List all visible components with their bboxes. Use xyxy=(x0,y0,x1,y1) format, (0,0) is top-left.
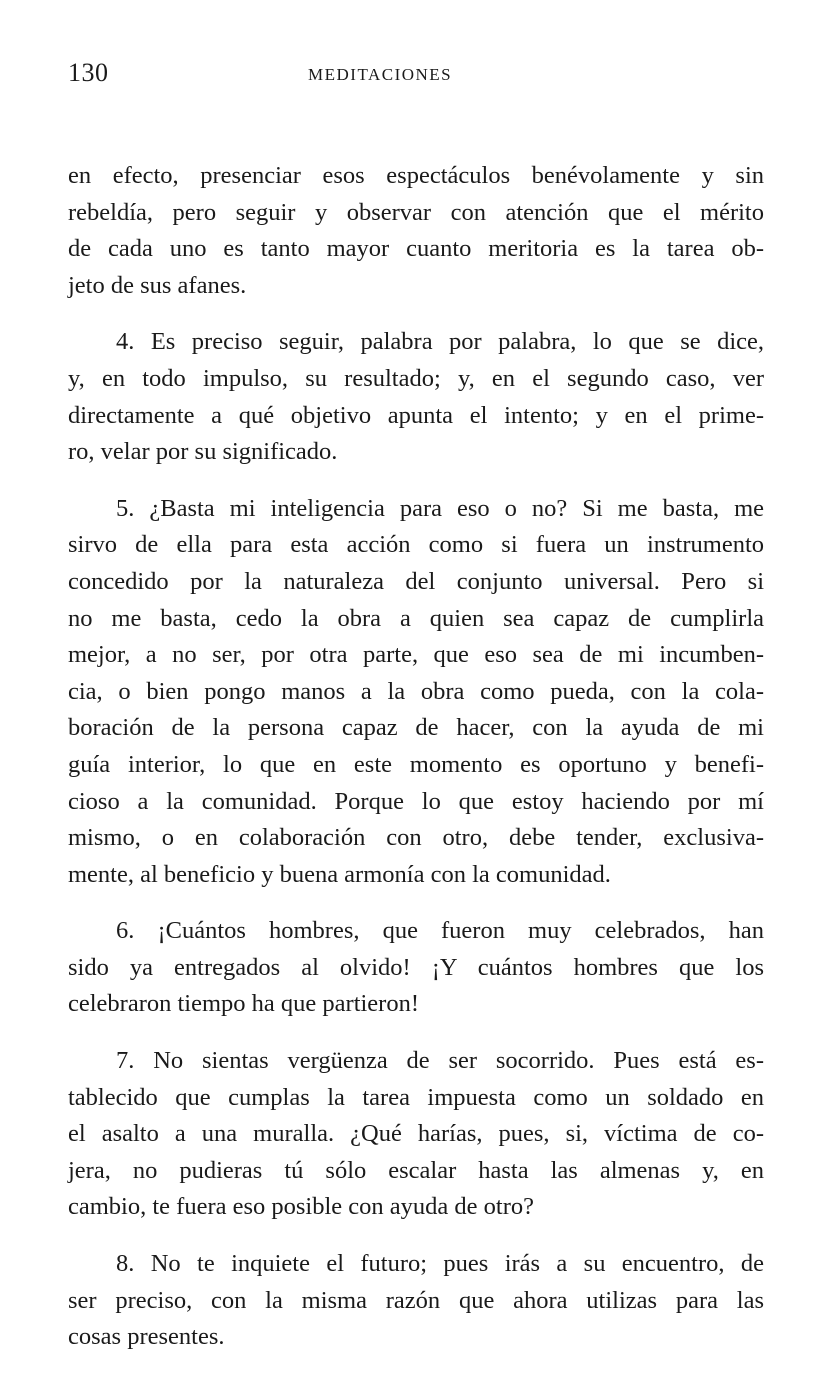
text-line: mente, al beneficio y buena armonía con la comunidad. xyxy=(68,860,611,888)
text-line: ro, velar por su significado. xyxy=(68,438,338,466)
text-line: en efecto, presenciar esos espectáculos benévolamente y sin xyxy=(68,162,764,189)
paragraph-5 xyxy=(68,491,764,894)
text-line: tablecido que cumplas la tarea impuesta como un soldado en xyxy=(68,1083,764,1111)
paragraph-6 xyxy=(68,913,764,1023)
text-line: guía interior, lo que en este momento es oportuno y benefi- xyxy=(68,750,764,778)
text-line: cambio, te fuera eso posible con ayuda de otro? xyxy=(68,1193,535,1221)
text-line: y, en todo impulso, su resultado; y, en el segundo caso, ver xyxy=(68,364,764,392)
running-title: MEDITACIONES xyxy=(308,65,453,84)
text-line: celebraron tiempo ha que partieron! xyxy=(68,990,420,1018)
text-line: directamente a qué objetivo apunta el intento; y en el prime- xyxy=(68,401,764,429)
text-line: 4. Es preciso seguir, palabra por palabra, lo que se dice, xyxy=(116,328,764,356)
text-line: rebeldía, pero seguir y observar con atención que el mérito xyxy=(68,198,764,226)
text-line: sido ya entregados al olvido! ¡Y cuántos hombres que los xyxy=(68,953,764,981)
text-line: cioso a la comunidad. Porque lo que estoy haciendo por mí xyxy=(68,787,764,815)
text-line: 5. ¿Basta mi inteligencia para eso o no? Si me basta, me xyxy=(116,494,764,522)
text-line: concedido por la naturaleza del conjunto universal. Pero si xyxy=(68,567,764,595)
text-line: el asalto a una muralla. ¿Qué harías, pues, si, víctima de co- xyxy=(68,1120,764,1148)
text-line: 6. ¡Cuántos hombres, que fueron muy celebrados, han xyxy=(116,917,764,945)
text-line: sirvo de ella para esta acción como si fuera un instrumento xyxy=(68,531,764,559)
page-header xyxy=(68,58,758,98)
text-line: cosas presentes. xyxy=(68,1323,225,1351)
text-line: no me basta, cedo la obra a quien sea capaz de cumplirla xyxy=(68,604,764,632)
body-text xyxy=(68,158,764,1376)
text-line: jeto de sus afanes. xyxy=(68,271,247,299)
text-line: mismo, o en colaboración con otro, debe tender, exclusiva- xyxy=(68,824,764,852)
paragraph-4 xyxy=(68,324,764,470)
paragraph-7 xyxy=(68,1043,764,1226)
text-line: boración de la persona capaz de hacer, con la ayuda de mi xyxy=(68,714,764,742)
page-number: 130 xyxy=(68,58,109,87)
text-line: 8. No te inquiete el futuro; pues irás a su encuentro, de xyxy=(116,1250,764,1278)
text-line: cia, o bien pongo manos a la obra como pueda, con la cola- xyxy=(68,677,764,705)
text-line: ser preciso, con la misma razón que ahora utilizas para las xyxy=(68,1286,764,1314)
text-line: jera, no pudieras tú sólo escalar hasta las almenas y, en xyxy=(68,1156,764,1184)
text-line: mejor, a no ser, por otra parte, que eso sea de mi incumben- xyxy=(68,641,764,669)
paragraph-8 xyxy=(68,1246,764,1356)
text-line: 7. No sientas vergüenza de ser socorrido. Pues está es- xyxy=(116,1047,764,1075)
paragraph-continuation xyxy=(68,158,764,304)
text-line: de cada uno es tanto mayor cuanto meritoria es la tarea ob- xyxy=(68,235,764,263)
